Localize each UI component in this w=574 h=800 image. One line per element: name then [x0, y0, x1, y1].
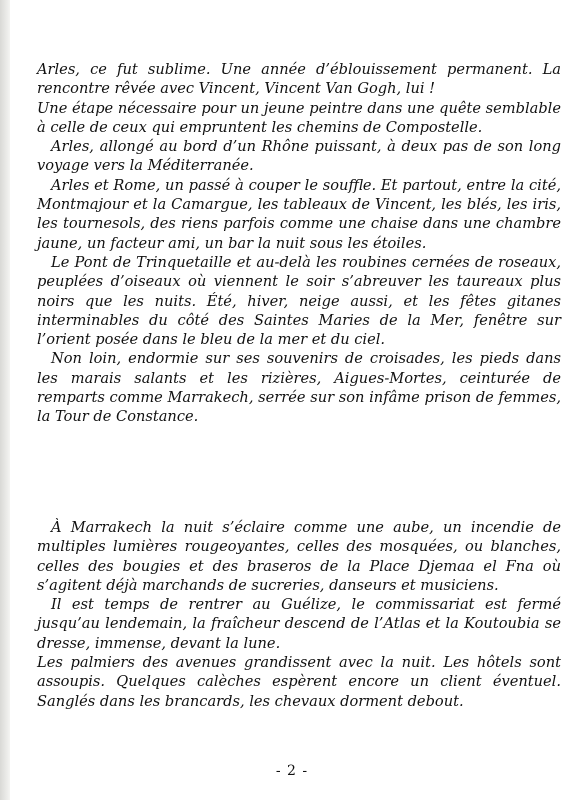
paragraph-palmiers: Les palmiers des avenues grandissent avec la nuit. Les hôtels sont assoupis. Quelques calèches espèrent encore un client éventuel. Sanglés dans les brancards, les chevaux dorment debout.	[37, 654, 561, 710]
paragraph-guelize: Il est temps de rentrer au Guélize, le commissariat est fermé jusqu’au lendemain, la fraîcheur descend de l’Atlas et la Koutoubia se dresse, immense, devant la lune.	[37, 596, 561, 652]
paragraph-arles-rhone: Arles, allongé au bord d’un Rhône puissant, à deux pas de son long voyage vers la Méditerranée.	[37, 138, 561, 175]
book-page	[10, 0, 574, 800]
text-section-arles	[10, 60, 561, 427]
paragraph-marrakech-nuit: À Marrakech la nuit s’éclaire comme une aube, un incendie de multiples lumières rougeoyantes, celles des mosquées, ou blanches, celles des bougies et des braseros de la Place Djemaa el Fna où s’agitent déjà marchands de sucreries, danseurs et musiciens.	[37, 519, 561, 594]
page-number: - 2 -	[275, 763, 309, 779]
paragraph-arles-sublime: Arles, ce fut sublime. Une année d’éblouissement permanent. La rencontre rêvée avec Vincent, Vincent Van Gogh, lui !	[37, 61, 561, 98]
paragraph-etape-necessaire: Une étape nécessaire pour un jeune peintre dans une quête semblable à celle de ceux qui empruntent les chemins de Compostelle.	[37, 99, 561, 136]
page-edge-shadow	[0, 0, 10, 800]
paragraph-aigues-mortes: Non loin, endormie sur ses souvenirs de croisades, les pieds dans les marais salants et les rizières, Aigues-Mortes, ceinturée de remparts comme Marrakech, serrée sur son infâme prison de femmes, la Tour de Constance.	[37, 350, 561, 426]
paragraph-arles-rome: Arles et Rome, un passé à couper le souffle. Et partout, entre la cité, Montmajour et la Camargue, les tableaux de Vincent, les blés, les iris, les tournesols, des riens parfois comme une chaise dans une chambre jaune, un facteur ami, un bar la nuit sous les étoiles.	[37, 176, 561, 252]
text-section-marrakech	[10, 518, 561, 711]
paragraph-pont-trinquetaille: Le Pont de Trinquetaille et au-delà les roubines cernées de roseaux, peuplées d’oiseaux où viennent le soir s’abreuver les taureaux plus noirs que les nuits. Été, hiver, neige aussi, et les fêtes gitanes interminables du côté des Saintes Maries de la Mer, fenêtre sur l’orient posée dans le bleu de la mer et du ciel.	[37, 253, 561, 349]
